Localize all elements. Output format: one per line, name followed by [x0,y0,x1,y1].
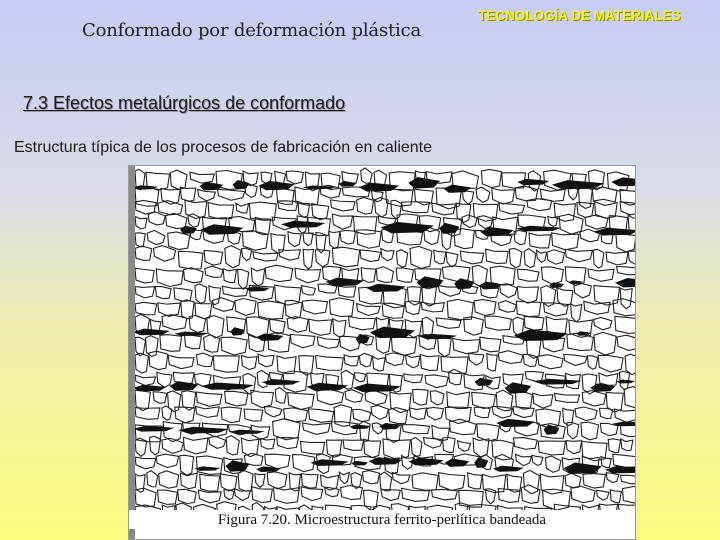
section-heading: 7.3 Efectos metalúrgicos de conformado [23,93,346,113]
slide-title: Conformado por deformación plástica [82,20,421,41]
section-subtitle: Estructura típica de los procesos de fabricación en caliente [14,139,433,156]
course-title: TECNOLOGÍA DE MATERIALES [478,8,681,23]
figure [128,165,636,540]
microstructure-image [129,166,635,539]
figure-caption: Figura 7.20. Microestructura ferrito-perlítica bandeada [129,510,635,529]
